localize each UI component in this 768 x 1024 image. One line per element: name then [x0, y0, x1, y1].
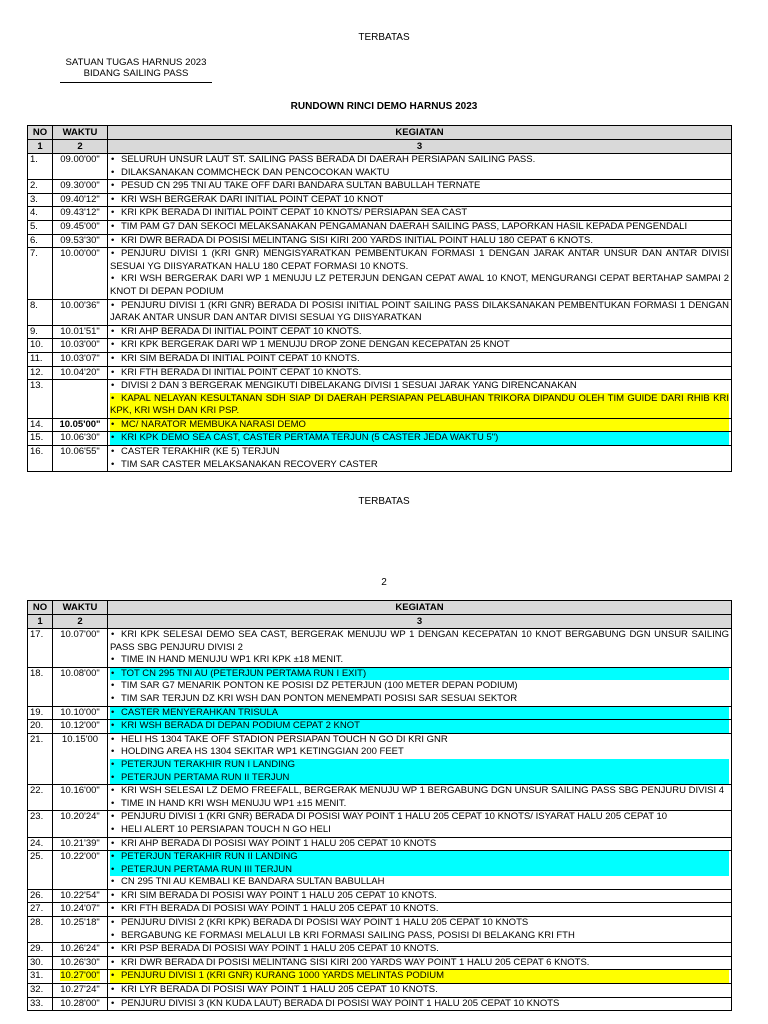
row-time [53, 220, 108, 234]
row-activity [108, 997, 732, 1011]
table-body-2 [28, 629, 732, 1011]
row-time-text: 10.26'24" [60, 943, 100, 955]
activity-item: • PENJURU DIVISI 1 (KRI GNR) BERADA DI POSISI INITIAL POINT SAILING PASS DILAKSANAKAN PEMBENTUKAN FORMASI 1 DENGAN JARAK ANTAR UNSUR DAN ANTAR DIVISI SESUAI YG DIISYARATKAN [110, 300, 729, 325]
row-time [53, 956, 108, 970]
row-time-text: 10.15'00 [61, 733, 99, 745]
row-time-text: 10.27'00" [60, 970, 100, 982]
activity-item: • KRI DWR BERADA DI POSISI MELINTANG SISI KIRI 200 YARDS INITIAL POINT HALU 180 CEPAT 6 KNOTS. [110, 235, 729, 248]
unit-underline [60, 82, 212, 83]
table-body-1 [28, 154, 732, 472]
col-number-3: 3 [108, 140, 732, 154]
table-row [28, 917, 732, 943]
activity-item: • PENJURU DIVISI 1 (KRI GNR) KURANG 1000 YARDS MELINTAS PODIUM [110, 970, 729, 983]
row-time [53, 706, 108, 720]
row-number: 25. [28, 851, 53, 890]
row-number: 31. [28, 970, 53, 984]
row-number: 23. [28, 811, 53, 837]
row-activity [108, 432, 732, 446]
activity-item: • KRI KPK BERADA DI INITIAL POINT CEPAT 10 KNOTS/ PERSIAPAN SEA CAST [110, 207, 729, 220]
row-activity [108, 418, 732, 432]
activity-item: • PENJURU DIVISI 3 (KN KUDA LAUT) BERADA DI POSISI WAY POINT 1 HALU 205 CEPAT 10 KNOTS [110, 998, 729, 1011]
row-activity [108, 720, 732, 734]
activity-item: • TIME IN HAND KRI WSH MENUJU WP1 ±15 MENIT. [110, 798, 729, 811]
row-time [53, 366, 108, 380]
row-time-text: 10.24'07" [60, 903, 100, 915]
activity-item: • SELURUH UNSUR LAUT ST. SAILING PASS BERADA DI DAERAH PERSIAPAN SAILING PASS. [110, 154, 729, 167]
row-number: 3. [28, 193, 53, 207]
table-row [28, 248, 732, 299]
activity-item: • KRI DWR BERADA DI POSISI MELINTANG SISI KIRI 200 YARDS WAY POINT 1 HALU 205 CEPAT 6 KNOTS. [110, 957, 729, 970]
row-time-text: 10.06'55" [60, 446, 100, 458]
row-activity [108, 154, 732, 180]
table-row [28, 234, 732, 248]
row-number: 11. [28, 352, 53, 366]
col-number-1: 1 [28, 615, 53, 629]
row-time-text: 10.00'36" [60, 299, 100, 311]
row-number: 17. [28, 629, 53, 668]
activity-item: • PETERJUN TERAKHIR RUN II LANDING [110, 851, 729, 864]
activity-item: • HOLDING AREA HS 1304 SEKITAR WP1 KETINGGIAN 200 FEET [110, 746, 729, 759]
row-activity [108, 851, 732, 890]
table-row [28, 733, 732, 784]
row-number: 24. [28, 837, 53, 851]
row-activity [108, 207, 732, 221]
row-time-text: 10.21'39" [60, 837, 100, 849]
col-number-1: 1 [28, 140, 53, 154]
table-row [28, 997, 732, 1011]
row-time [53, 207, 108, 221]
activity-item: • BERGABUNG KE FORMASI MELALUI LB KRI FORMASI SAILING PASS, POSISI DI BELAKANG KRI FTH [110, 930, 729, 943]
row-number: 26. [28, 889, 53, 903]
row-activity [108, 380, 732, 419]
table-row [28, 956, 732, 970]
row-number: 33. [28, 997, 53, 1011]
row-number: 12. [28, 366, 53, 380]
activity-item: • KRI KPK SELESAI DEMO SEA CAST, BERGERAK MENUJU WP 1 DENGAN KECEPATAN 10 KNOT BERGABUNG DGN UNSUR SAILING PASS SBG PENJURU DIVISI 2 [110, 629, 729, 654]
table-row [28, 984, 732, 998]
table-row [28, 193, 732, 207]
row-activity [108, 889, 732, 903]
activity-item: • HELI HS 1304 TAKE OFF STADION PERSIAPAN TOUCH N GO DI KRI GNR [110, 734, 729, 747]
activity-item: • KRI WSH BERGERAK DARI INITIAL POINT CEPAT 10 KNOT [110, 194, 729, 207]
table-row [28, 706, 732, 720]
row-time-text: 09.40'12" [60, 193, 100, 205]
row-number: 28. [28, 917, 53, 943]
table-row [28, 446, 732, 472]
row-number: 6. [28, 234, 53, 248]
activity-item: • KRI FTH BERADA DI POSISI WAY POINT 1 HALU 205 CEPAT 10 KNOTS. [110, 903, 729, 916]
row-activity [108, 733, 732, 784]
row-activity [108, 366, 732, 380]
row-number: 5. [28, 220, 53, 234]
activity-item: • PETERJUN PERTAMA RUN III TERJUN [110, 864, 729, 877]
row-number: 19. [28, 706, 53, 720]
row-time [53, 180, 108, 194]
row-time [53, 380, 108, 419]
row-number: 30. [28, 956, 53, 970]
table-row [28, 380, 732, 419]
col-number-2: 2 [53, 140, 108, 154]
row-time [53, 432, 108, 446]
activity-item: • KRI WSH SELESAI LZ DEMO FREEFALL, BERGERAK MENUJU WP 1 BERGABUNG DGN UNSUR SAILING PASS SBG PENJURU DIVISI 4 [110, 785, 729, 798]
table-row [28, 785, 732, 811]
row-time [53, 352, 108, 366]
row-number: 14. [28, 418, 53, 432]
table-row [28, 154, 732, 180]
row-time [53, 154, 108, 180]
row-time [53, 325, 108, 339]
row-time-text: 10.07'00" [60, 629, 100, 640]
row-time [53, 234, 108, 248]
row-activity [108, 706, 732, 720]
unit-line-2: BIDANG SAILING PASS [83, 68, 189, 79]
page-number: 2 [381, 577, 387, 588]
row-activity [108, 837, 732, 851]
activity-item: • CN 295 TNI AU KEMBALI KE BANDARA SULTAN BABULLAH [110, 876, 729, 889]
col-header-no: NO [28, 126, 53, 140]
col-header-waktu: WAKTU [53, 126, 108, 140]
row-time-text: 09.30'00" [60, 180, 100, 192]
table-row [28, 629, 732, 668]
row-time [53, 733, 108, 784]
row-time-text: 10.20'24" [60, 811, 100, 823]
activity-item: • KRI KPK DEMO SEA CAST, CASTER PERTAMA TERJUN (5 CASTER JEDA WAKTU 5") [110, 432, 729, 445]
row-time-text: 10.03'00" [60, 339, 100, 351]
table-row [28, 811, 732, 837]
activity-item: • TIM SAR G7 MENARIK PONTON KE POSISI DZ PETERJUN (100 METER DEPAN PODIUM) [110, 680, 729, 693]
activity-item: • KRI SIM BERADA DI INITIAL POINT CEPAT 10 KNOTS. [110, 353, 729, 366]
row-activity [108, 339, 732, 353]
row-number: 16. [28, 446, 53, 472]
row-number: 9. [28, 325, 53, 339]
row-activity [108, 248, 732, 299]
row-activity [108, 220, 732, 234]
row-number: 20. [28, 720, 53, 734]
activity-item: • KRI AHP BERADA DI INITIAL POINT CEPAT 10 KNOTS. [110, 326, 729, 339]
row-number: 15. [28, 432, 53, 446]
activity-item: • KRI SIM BERADA DI POSISI WAY POINT 1 HALU 205 CEPAT 10 KNOTS. [110, 890, 729, 903]
row-activity [108, 903, 732, 917]
row-activity [108, 970, 732, 984]
rundown-table-2 [27, 600, 732, 1011]
activity-item: • KRI WSH BERGERAK DARI WP 1 MENUJU LZ PETERJUN DENGAN CEPAT AWAL 10 KNOT, MENGURANGI CEPAT BERTAHAP SAMPAI 2 KNOT DI DEPAN PODIUM [110, 273, 729, 298]
row-activity [108, 956, 732, 970]
row-time-text: 09.00'00" [60, 154, 100, 165]
row-time [53, 943, 108, 957]
activity-item: • TIM SAR TERJUN DZ KRI WSH DAN PONTON MENEMPATI POSISI SAR SESUAI SEKTOR [110, 693, 729, 706]
row-number: 21. [28, 733, 53, 784]
classification-footer: TERBATAS [358, 496, 410, 507]
row-time-text: 10.12'00" [60, 720, 100, 732]
row-time [53, 917, 108, 943]
row-activity [108, 325, 732, 339]
activity-item: • DILAKSANAKAN COMMCHECK DAN PENCOCOKAN WAKTU [110, 167, 729, 180]
row-time [53, 339, 108, 353]
row-number: 4. [28, 207, 53, 221]
row-activity [108, 352, 732, 366]
table-row [28, 325, 732, 339]
table-row [28, 207, 732, 221]
row-activity [108, 180, 732, 194]
row-time-text: 10.03'07" [60, 352, 100, 364]
row-time [53, 193, 108, 207]
row-time-text: 10.26'30" [60, 956, 100, 968]
table-row [28, 418, 732, 432]
row-number: 2. [28, 180, 53, 194]
col-header-kegiatan: KEGIATAN [108, 601, 732, 615]
table-row [28, 667, 732, 706]
row-number: 27. [28, 903, 53, 917]
classification-header: TERBATAS [358, 32, 410, 43]
row-time-text: 10.00'00" [60, 248, 100, 260]
activity-item: • CASTER MENYERAHKAN TRISULA [110, 707, 729, 720]
row-time [53, 248, 108, 299]
row-time-text: 10.28'00" [60, 997, 100, 1009]
table-row [28, 851, 732, 890]
table-row [28, 220, 732, 234]
activity-item: • KRI PSP BERADA DI POSISI WAY POINT 1 HALU 205 CEPAT 10 KNOTS. [110, 943, 729, 956]
row-activity [108, 234, 732, 248]
table-row [28, 943, 732, 957]
activity-item: • PENJURU DIVISI 2 (KRI KPK) BERADA DI POSISI WAY POINT 1 HALU 205 CEPAT 10 KNOTS [110, 917, 729, 930]
row-time [53, 903, 108, 917]
row-activity [108, 629, 732, 668]
row-time-text: 09.43'12" [60, 207, 100, 219]
table-row [28, 720, 732, 734]
row-time-text: 10.04'20" [60, 366, 100, 378]
table-row [28, 180, 732, 194]
row-number: 10. [28, 339, 53, 353]
activity-item: • TIM PAM G7 DAN SEKOCI MELAKSANAKAN PENGAMANAN DAERAH SAILING PASS, LAPORKAN HASIL KEPADA PENGENDALI [110, 221, 729, 234]
row-time [53, 667, 108, 706]
activity-item: • DIVISI 2 DAN 3 BERGERAK MENGIKUTI DIBELAKANG DIVISI 1 SESUAI JARAK YANG DIRENCANAKAN [110, 380, 729, 393]
row-time [53, 984, 108, 998]
row-time [53, 629, 108, 668]
row-activity [108, 984, 732, 998]
col-number-3: 3 [108, 615, 732, 629]
row-number: 13. [28, 380, 53, 419]
row-activity [108, 193, 732, 207]
table-row [28, 432, 732, 446]
row-time [53, 785, 108, 811]
activity-item: • KAPAL NELAYAN KESULTANAN SDH SIAP DI DAERAH PERSIAPAN PELABUHAN TRIKORA DIPANDU OLEH TIM GUIDE DARI RHIB KRI KPK, KRI WSH DAN KRI PSP. [110, 393, 729, 418]
unit-line-1: SATUAN TUGAS HARNUS 2023 [65, 57, 207, 68]
row-number: 7. [28, 248, 53, 299]
row-time-text: 09.45'00" [60, 220, 100, 232]
row-number: 29. [28, 943, 53, 957]
row-time-text: 10.27'24" [60, 984, 100, 996]
row-time [53, 811, 108, 837]
row-activity [108, 446, 732, 472]
rundown-table-1 [27, 125, 732, 472]
col-header-kegiatan: KEGIATAN [108, 126, 732, 140]
row-time-text: 10.16'00" [60, 785, 100, 797]
row-activity [108, 917, 732, 943]
activity-item: • PENJURU DIVISI 1 (KRI GNR) MENGISYARATKAN PEMBENTUKAN FORMASI 1 DENGAN JARAK ANTAR UNSUR DAN ANTAR DIVISI SESUAI YG DIISYARATKAN HALU 180 CEPAT FORMASI 10 KNOTS. [110, 248, 729, 273]
table-row [28, 352, 732, 366]
row-time [53, 997, 108, 1011]
row-time-text: 10.06'30" [60, 432, 100, 444]
row-time [53, 299, 108, 325]
activity-item: • TIME IN HAND MENUJU WP1 KRI KPK ±18 MENIT. [110, 654, 729, 667]
row-time-text: 10.01'51" [60, 325, 100, 337]
row-time [53, 970, 108, 984]
activity-item: • KRI LYR BERADA DI POSISI WAY POINT 1 HALU 205 CEPAT 10 KNOTS. [110, 984, 729, 997]
activity-item: • TIM SAR CASTER MELAKSANAKAN RECOVERY CASTER [110, 459, 729, 472]
row-time-text: 09.53'30" [60, 234, 100, 246]
activity-item: • KRI WSH BERADA DI DEPAN PODIUM CEPAT 2 KNOT [110, 720, 729, 733]
row-activity [108, 299, 732, 325]
unit-label [60, 57, 212, 79]
row-number: 8. [28, 299, 53, 325]
activity-item: • PENJURU DIVISI 1 (KRI GNR) BERADA DI POSISI WAY POINT 1 HALU 205 CEPAT 10 KNOTS/ ISYARAT HALU 205 CEPAT 10 [110, 811, 729, 824]
row-activity [108, 943, 732, 957]
row-time-text: 10.22'54" [60, 889, 100, 901]
table-row [28, 299, 732, 325]
row-time-text: 10.05'00" [59, 418, 101, 430]
activity-item: • HELI ALERT 10 PERSIAPAN TOUCH N GO HELI [110, 824, 729, 837]
activity-item: • PESUD CN 295 TNI AU TAKE OFF DARI BANDARA SULTAN BABULLAH TERNATE [110, 180, 729, 193]
row-time-text: 10.22'00" [60, 851, 100, 863]
row-number: 32. [28, 984, 53, 998]
activity-item: • CASTER TERAKHIR (KE 5) TERJUN [110, 446, 729, 459]
table-row [28, 903, 732, 917]
row-number: 18. [28, 667, 53, 706]
col-header-no: NO [28, 601, 53, 615]
table-row [28, 970, 732, 984]
row-activity [108, 667, 732, 706]
row-time-text: 10.25'18" [60, 917, 100, 929]
row-time-text: 10.08'00" [60, 667, 100, 679]
row-time [53, 418, 108, 432]
activity-item: • KRI KPK BERGERAK DARI WP 1 MENUJU DROP ZONE DENGAN KECEPATAN 25 KNOT [110, 339, 729, 352]
activity-item: • KRI AHP BERADA DI POSISI WAY POINT 1 HALU 205 CEPAT 10 KNOTS [110, 838, 729, 851]
row-time [53, 889, 108, 903]
row-time [53, 446, 108, 472]
activity-item: • KRI FTH BERADA DI INITIAL POINT CEPAT 10 KNOTS. [110, 367, 729, 380]
row-time-text: 10.10'00" [60, 706, 100, 718]
activity-item: • MC/ NARATOR MEMBUKA NARASI DEMO [110, 419, 729, 432]
activity-item: • PETERJUN TERAKHIR RUN I LANDING [110, 759, 729, 772]
table-row [28, 889, 732, 903]
col-number-2: 2 [53, 615, 108, 629]
row-number: 1. [28, 154, 53, 180]
activity-item: • PETERJUN PERTAMA RUN II TERJUN [110, 772, 729, 785]
document-title: RUNDOWN RINCI DEMO HARNUS 2023 [290, 101, 478, 112]
row-time [53, 851, 108, 890]
activity-item: • TOT CN 295 TNI AU (PETERJUN PERTAMA RUN I EXIT) [110, 668, 729, 681]
table-row [28, 837, 732, 851]
row-time [53, 720, 108, 734]
table-row [28, 339, 732, 353]
row-activity [108, 785, 732, 811]
row-time [53, 837, 108, 851]
col-header-waktu: WAKTU [53, 601, 108, 615]
table-row [28, 366, 732, 380]
row-activity [108, 811, 732, 837]
row-number: 22. [28, 785, 53, 811]
